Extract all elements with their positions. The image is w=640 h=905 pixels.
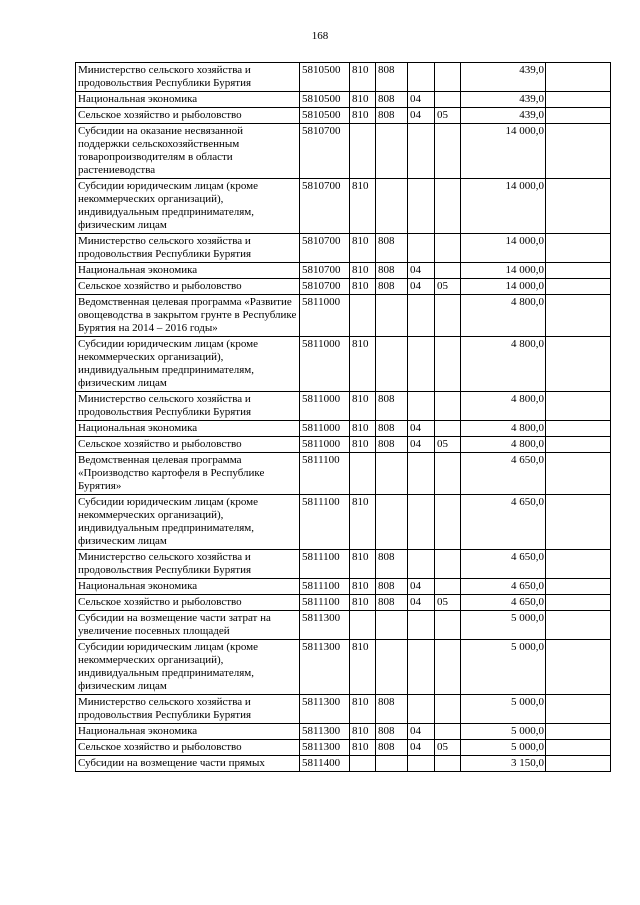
- section-code-cell: [408, 295, 435, 337]
- row-name-cell: Субсидии юридическим лицам (кроме некоммерческих организаций), индивидуальным предпринимателям, физическим лицам: [76, 179, 300, 234]
- expense-type-code-cell: 810: [350, 263, 376, 279]
- subsection-code-cell: [435, 453, 461, 495]
- extra-cell: [546, 279, 611, 295]
- expense-type-code-cell: 810: [350, 550, 376, 579]
- target-article-code-cell: 5810700: [300, 179, 350, 234]
- section-code-cell: 04: [408, 595, 435, 611]
- expense-type-code-cell: 810: [350, 579, 376, 595]
- table-row: [76, 421, 611, 437]
- expense-type-code-cell: [350, 295, 376, 337]
- target-article-code-cell: 5811100: [300, 579, 350, 595]
- ministry-code-cell: [376, 179, 408, 234]
- expense-type-code-cell: 810: [350, 337, 376, 392]
- extra-cell: [546, 724, 611, 740]
- target-article-code-cell: 5811100: [300, 495, 350, 550]
- table-body: [76, 63, 611, 772]
- table-row: [76, 495, 611, 550]
- target-article-code-cell: 5811300: [300, 611, 350, 640]
- amount-cell: 4 800,0: [461, 392, 546, 421]
- extra-cell: [546, 495, 611, 550]
- ministry-code-cell: [376, 756, 408, 772]
- section-code-cell: 04: [408, 279, 435, 295]
- expense-type-code-cell: 810: [350, 108, 376, 124]
- expense-type-code-cell: 810: [350, 279, 376, 295]
- target-article-code-cell: 5810700: [300, 234, 350, 263]
- target-article-code-cell: 5810500: [300, 108, 350, 124]
- subsection-code-cell: [435, 263, 461, 279]
- row-name-cell: Субсидии на возмещение части затрат на увеличение посевных площадей: [76, 611, 300, 640]
- row-name-cell: Национальная экономика: [76, 579, 300, 595]
- expense-type-code-cell: 810: [350, 495, 376, 550]
- expense-type-code-cell: [350, 611, 376, 640]
- subsection-code-cell: 05: [435, 108, 461, 124]
- section-code-cell: [408, 695, 435, 724]
- amount-cell: 14 000,0: [461, 234, 546, 263]
- subsection-code-cell: 05: [435, 437, 461, 453]
- extra-cell: [546, 63, 611, 92]
- ministry-code-cell: [376, 337, 408, 392]
- ministry-code-cell: 808: [376, 63, 408, 92]
- subsection-code-cell: [435, 234, 461, 263]
- amount-cell: 4 800,0: [461, 295, 546, 337]
- expense-type-code-cell: [350, 756, 376, 772]
- expense-type-code-cell: [350, 453, 376, 495]
- section-code-cell: 04: [408, 437, 435, 453]
- ministry-code-cell: [376, 495, 408, 550]
- expense-type-code-cell: 810: [350, 595, 376, 611]
- table-row: [76, 279, 611, 295]
- table-row: [76, 124, 611, 179]
- extra-cell: [546, 295, 611, 337]
- expense-type-code-cell: 810: [350, 437, 376, 453]
- section-code-cell: 04: [408, 92, 435, 108]
- section-code-cell: [408, 550, 435, 579]
- row-name-cell: Министерство сельского хозяйства и продовольствия Республики Бурятия: [76, 695, 300, 724]
- ministry-code-cell: 808: [376, 263, 408, 279]
- table-row: [76, 263, 611, 279]
- table-row: [76, 295, 611, 337]
- subsection-code-cell: 05: [435, 595, 461, 611]
- expense-type-code-cell: 810: [350, 695, 376, 724]
- row-name-cell: Сельское хозяйство и рыболовство: [76, 437, 300, 453]
- expense-type-code-cell: 810: [350, 724, 376, 740]
- extra-cell: [546, 108, 611, 124]
- amount-cell: 4 650,0: [461, 550, 546, 579]
- subsection-code-cell: 05: [435, 279, 461, 295]
- extra-cell: [546, 263, 611, 279]
- amount-cell: 5 000,0: [461, 640, 546, 695]
- row-name-cell: Сельское хозяйство и рыболовство: [76, 108, 300, 124]
- table-row: [76, 724, 611, 740]
- target-article-code-cell: 5810500: [300, 92, 350, 108]
- subsection-code-cell: [435, 337, 461, 392]
- table-row: [76, 611, 611, 640]
- extra-cell: [546, 595, 611, 611]
- extra-cell: [546, 740, 611, 756]
- ministry-code-cell: 808: [376, 92, 408, 108]
- amount-cell: 5 000,0: [461, 740, 546, 756]
- amount-cell: 4 800,0: [461, 437, 546, 453]
- target-article-code-cell: 5811100: [300, 453, 350, 495]
- table-row: [76, 756, 611, 772]
- target-article-code-cell: 5810700: [300, 124, 350, 179]
- ministry-code-cell: 808: [376, 740, 408, 756]
- amount-cell: 439,0: [461, 92, 546, 108]
- amount-cell: 4 650,0: [461, 495, 546, 550]
- ministry-code-cell: 808: [376, 595, 408, 611]
- ministry-code-cell: 808: [376, 108, 408, 124]
- ministry-code-cell: [376, 611, 408, 640]
- table-row: [76, 92, 611, 108]
- ministry-code-cell: 808: [376, 437, 408, 453]
- row-name-cell: Ведомственная целевая программа «Развитие овощеводства в закрытом грунте в Республике Бурятия на 2014 – 2016 годы»: [76, 295, 300, 337]
- row-name-cell: Сельское хозяйство и рыболовство: [76, 279, 300, 295]
- section-code-cell: [408, 611, 435, 640]
- subsection-code-cell: [435, 495, 461, 550]
- expense-type-code-cell: 810: [350, 63, 376, 92]
- table-row: [76, 392, 611, 421]
- target-article-code-cell: 5811400: [300, 756, 350, 772]
- row-name-cell: Министерство сельского хозяйства и продовольствия Республики Бурятия: [76, 550, 300, 579]
- table-row: [76, 337, 611, 392]
- extra-cell: [546, 695, 611, 724]
- table-row: [76, 695, 611, 724]
- section-code-cell: [408, 63, 435, 92]
- amount-cell: 4 650,0: [461, 595, 546, 611]
- amount-cell: 3 150,0: [461, 756, 546, 772]
- amount-cell: 14 000,0: [461, 124, 546, 179]
- subsection-code-cell: [435, 695, 461, 724]
- subsection-code-cell: [435, 421, 461, 437]
- expense-type-code-cell: 810: [350, 421, 376, 437]
- amount-cell: 439,0: [461, 108, 546, 124]
- target-article-code-cell: 5811000: [300, 337, 350, 392]
- expense-type-code-cell: 810: [350, 92, 376, 108]
- amount-cell: 4 800,0: [461, 337, 546, 392]
- table-row: [76, 179, 611, 234]
- target-article-code-cell: 5811000: [300, 437, 350, 453]
- target-article-code-cell: 5811000: [300, 421, 350, 437]
- section-code-cell: 04: [408, 421, 435, 437]
- ministry-code-cell: 808: [376, 279, 408, 295]
- section-code-cell: [408, 756, 435, 772]
- extra-cell: [546, 640, 611, 695]
- section-code-cell: 04: [408, 263, 435, 279]
- expense-type-code-cell: 810: [350, 740, 376, 756]
- target-article-code-cell: 5811100: [300, 550, 350, 579]
- row-name-cell: Субсидии на возмещение части прямых: [76, 756, 300, 772]
- section-code-cell: [408, 453, 435, 495]
- subsection-code-cell: [435, 63, 461, 92]
- row-name-cell: Субсидии юридическим лицам (кроме некоммерческих организаций), индивидуальным предпринимателям, физическим лицам: [76, 640, 300, 695]
- extra-cell: [546, 124, 611, 179]
- ministry-code-cell: 808: [376, 234, 408, 263]
- row-name-cell: Сельское хозяйство и рыболовство: [76, 740, 300, 756]
- extra-cell: [546, 337, 611, 392]
- ministry-code-cell: 808: [376, 392, 408, 421]
- ministry-code-cell: [376, 295, 408, 337]
- row-name-cell: Национальная экономика: [76, 724, 300, 740]
- amount-cell: 14 000,0: [461, 263, 546, 279]
- amount-cell: 14 000,0: [461, 279, 546, 295]
- ministry-code-cell: 808: [376, 421, 408, 437]
- table-row: [76, 579, 611, 595]
- ministry-code-cell: 808: [376, 724, 408, 740]
- target-article-code-cell: 5811300: [300, 724, 350, 740]
- amount-cell: 5 000,0: [461, 611, 546, 640]
- target-article-code-cell: 5811300: [300, 695, 350, 724]
- row-name-cell: Министерство сельского хозяйства и продовольствия Республики Бурятия: [76, 392, 300, 421]
- ministry-code-cell: [376, 453, 408, 495]
- row-name-cell: Ведомственная целевая программа «Производство картофеля в Республике Бурятия»: [76, 453, 300, 495]
- subsection-code-cell: [435, 756, 461, 772]
- section-code-cell: 04: [408, 740, 435, 756]
- amount-cell: 4 800,0: [461, 421, 546, 437]
- target-article-code-cell: 5811300: [300, 740, 350, 756]
- ministry-code-cell: 808: [376, 695, 408, 724]
- row-name-cell: Национальная экономика: [76, 421, 300, 437]
- target-article-code-cell: 5810700: [300, 263, 350, 279]
- extra-cell: [546, 234, 611, 263]
- table-row: [76, 740, 611, 756]
- ministry-code-cell: 808: [376, 550, 408, 579]
- expense-type-code-cell: 810: [350, 640, 376, 695]
- subsection-code-cell: 05: [435, 740, 461, 756]
- expense-type-code-cell: 810: [350, 392, 376, 421]
- ministry-code-cell: [376, 124, 408, 179]
- amount-cell: 5 000,0: [461, 724, 546, 740]
- budget-table: [75, 62, 611, 772]
- table-row: [76, 640, 611, 695]
- amount-cell: 14 000,0: [461, 179, 546, 234]
- section-code-cell: [408, 124, 435, 179]
- target-article-code-cell: 5811000: [300, 392, 350, 421]
- subsection-code-cell: [435, 392, 461, 421]
- table-row: [76, 595, 611, 611]
- subsection-code-cell: [435, 579, 461, 595]
- extra-cell: [546, 421, 611, 437]
- row-name-cell: Национальная экономика: [76, 263, 300, 279]
- section-code-cell: [408, 234, 435, 263]
- row-name-cell: Субсидии на оказание несвязанной поддержки сельскохозяйственным товаропроизводителям в области растениеводства: [76, 124, 300, 179]
- table-row: [76, 550, 611, 579]
- subsection-code-cell: [435, 724, 461, 740]
- amount-cell: 5 000,0: [461, 695, 546, 724]
- extra-cell: [546, 437, 611, 453]
- subsection-code-cell: [435, 611, 461, 640]
- row-name-cell: Министерство сельского хозяйства и продовольствия Республики Бурятия: [76, 234, 300, 263]
- extra-cell: [546, 579, 611, 595]
- section-code-cell: [408, 640, 435, 695]
- target-article-code-cell: 5811100: [300, 595, 350, 611]
- target-article-code-cell: 5811300: [300, 640, 350, 695]
- amount-cell: 4 650,0: [461, 579, 546, 595]
- row-name-cell: Министерство сельского хозяйства и продовольствия Республики Бурятия: [76, 63, 300, 92]
- row-name-cell: Сельское хозяйство и рыболовство: [76, 595, 300, 611]
- subsection-code-cell: [435, 124, 461, 179]
- section-code-cell: [408, 495, 435, 550]
- expense-type-code-cell: [350, 124, 376, 179]
- target-article-code-cell: 5811000: [300, 295, 350, 337]
- table-row: [76, 234, 611, 263]
- subsection-code-cell: [435, 640, 461, 695]
- subsection-code-cell: [435, 295, 461, 337]
- row-name-cell: Национальная экономика: [76, 92, 300, 108]
- extra-cell: [546, 453, 611, 495]
- expense-type-code-cell: 810: [350, 179, 376, 234]
- section-code-cell: 04: [408, 579, 435, 595]
- table-row: [76, 437, 611, 453]
- subsection-code-cell: [435, 92, 461, 108]
- target-article-code-cell: 5810500: [300, 63, 350, 92]
- table-row: [76, 453, 611, 495]
- ministry-code-cell: 808: [376, 579, 408, 595]
- row-name-cell: Субсидии юридическим лицам (кроме некоммерческих организаций), индивидуальным предпринимателям, физическим лицам: [76, 495, 300, 550]
- row-name-cell: Субсидии юридическим лицам (кроме некоммерческих организаций), индивидуальным предпринимателям, физическим лицам: [76, 337, 300, 392]
- extra-cell: [546, 611, 611, 640]
- extra-cell: [546, 92, 611, 108]
- amount-cell: 4 650,0: [461, 453, 546, 495]
- subsection-code-cell: [435, 179, 461, 234]
- target-article-code-cell: 5810700: [300, 279, 350, 295]
- section-code-cell: 04: [408, 724, 435, 740]
- section-code-cell: [408, 337, 435, 392]
- extra-cell: [546, 756, 611, 772]
- expense-type-code-cell: 810: [350, 234, 376, 263]
- table-row: [76, 63, 611, 92]
- amount-cell: 439,0: [461, 63, 546, 92]
- section-code-cell: 04: [408, 108, 435, 124]
- extra-cell: [546, 550, 611, 579]
- page-number: 168: [311, 30, 329, 42]
- extra-cell: [546, 392, 611, 421]
- extra-cell: [546, 179, 611, 234]
- table-row: [76, 108, 611, 124]
- subsection-code-cell: [435, 550, 461, 579]
- section-code-cell: [408, 179, 435, 234]
- ministry-code-cell: [376, 640, 408, 695]
- section-code-cell: [408, 392, 435, 421]
